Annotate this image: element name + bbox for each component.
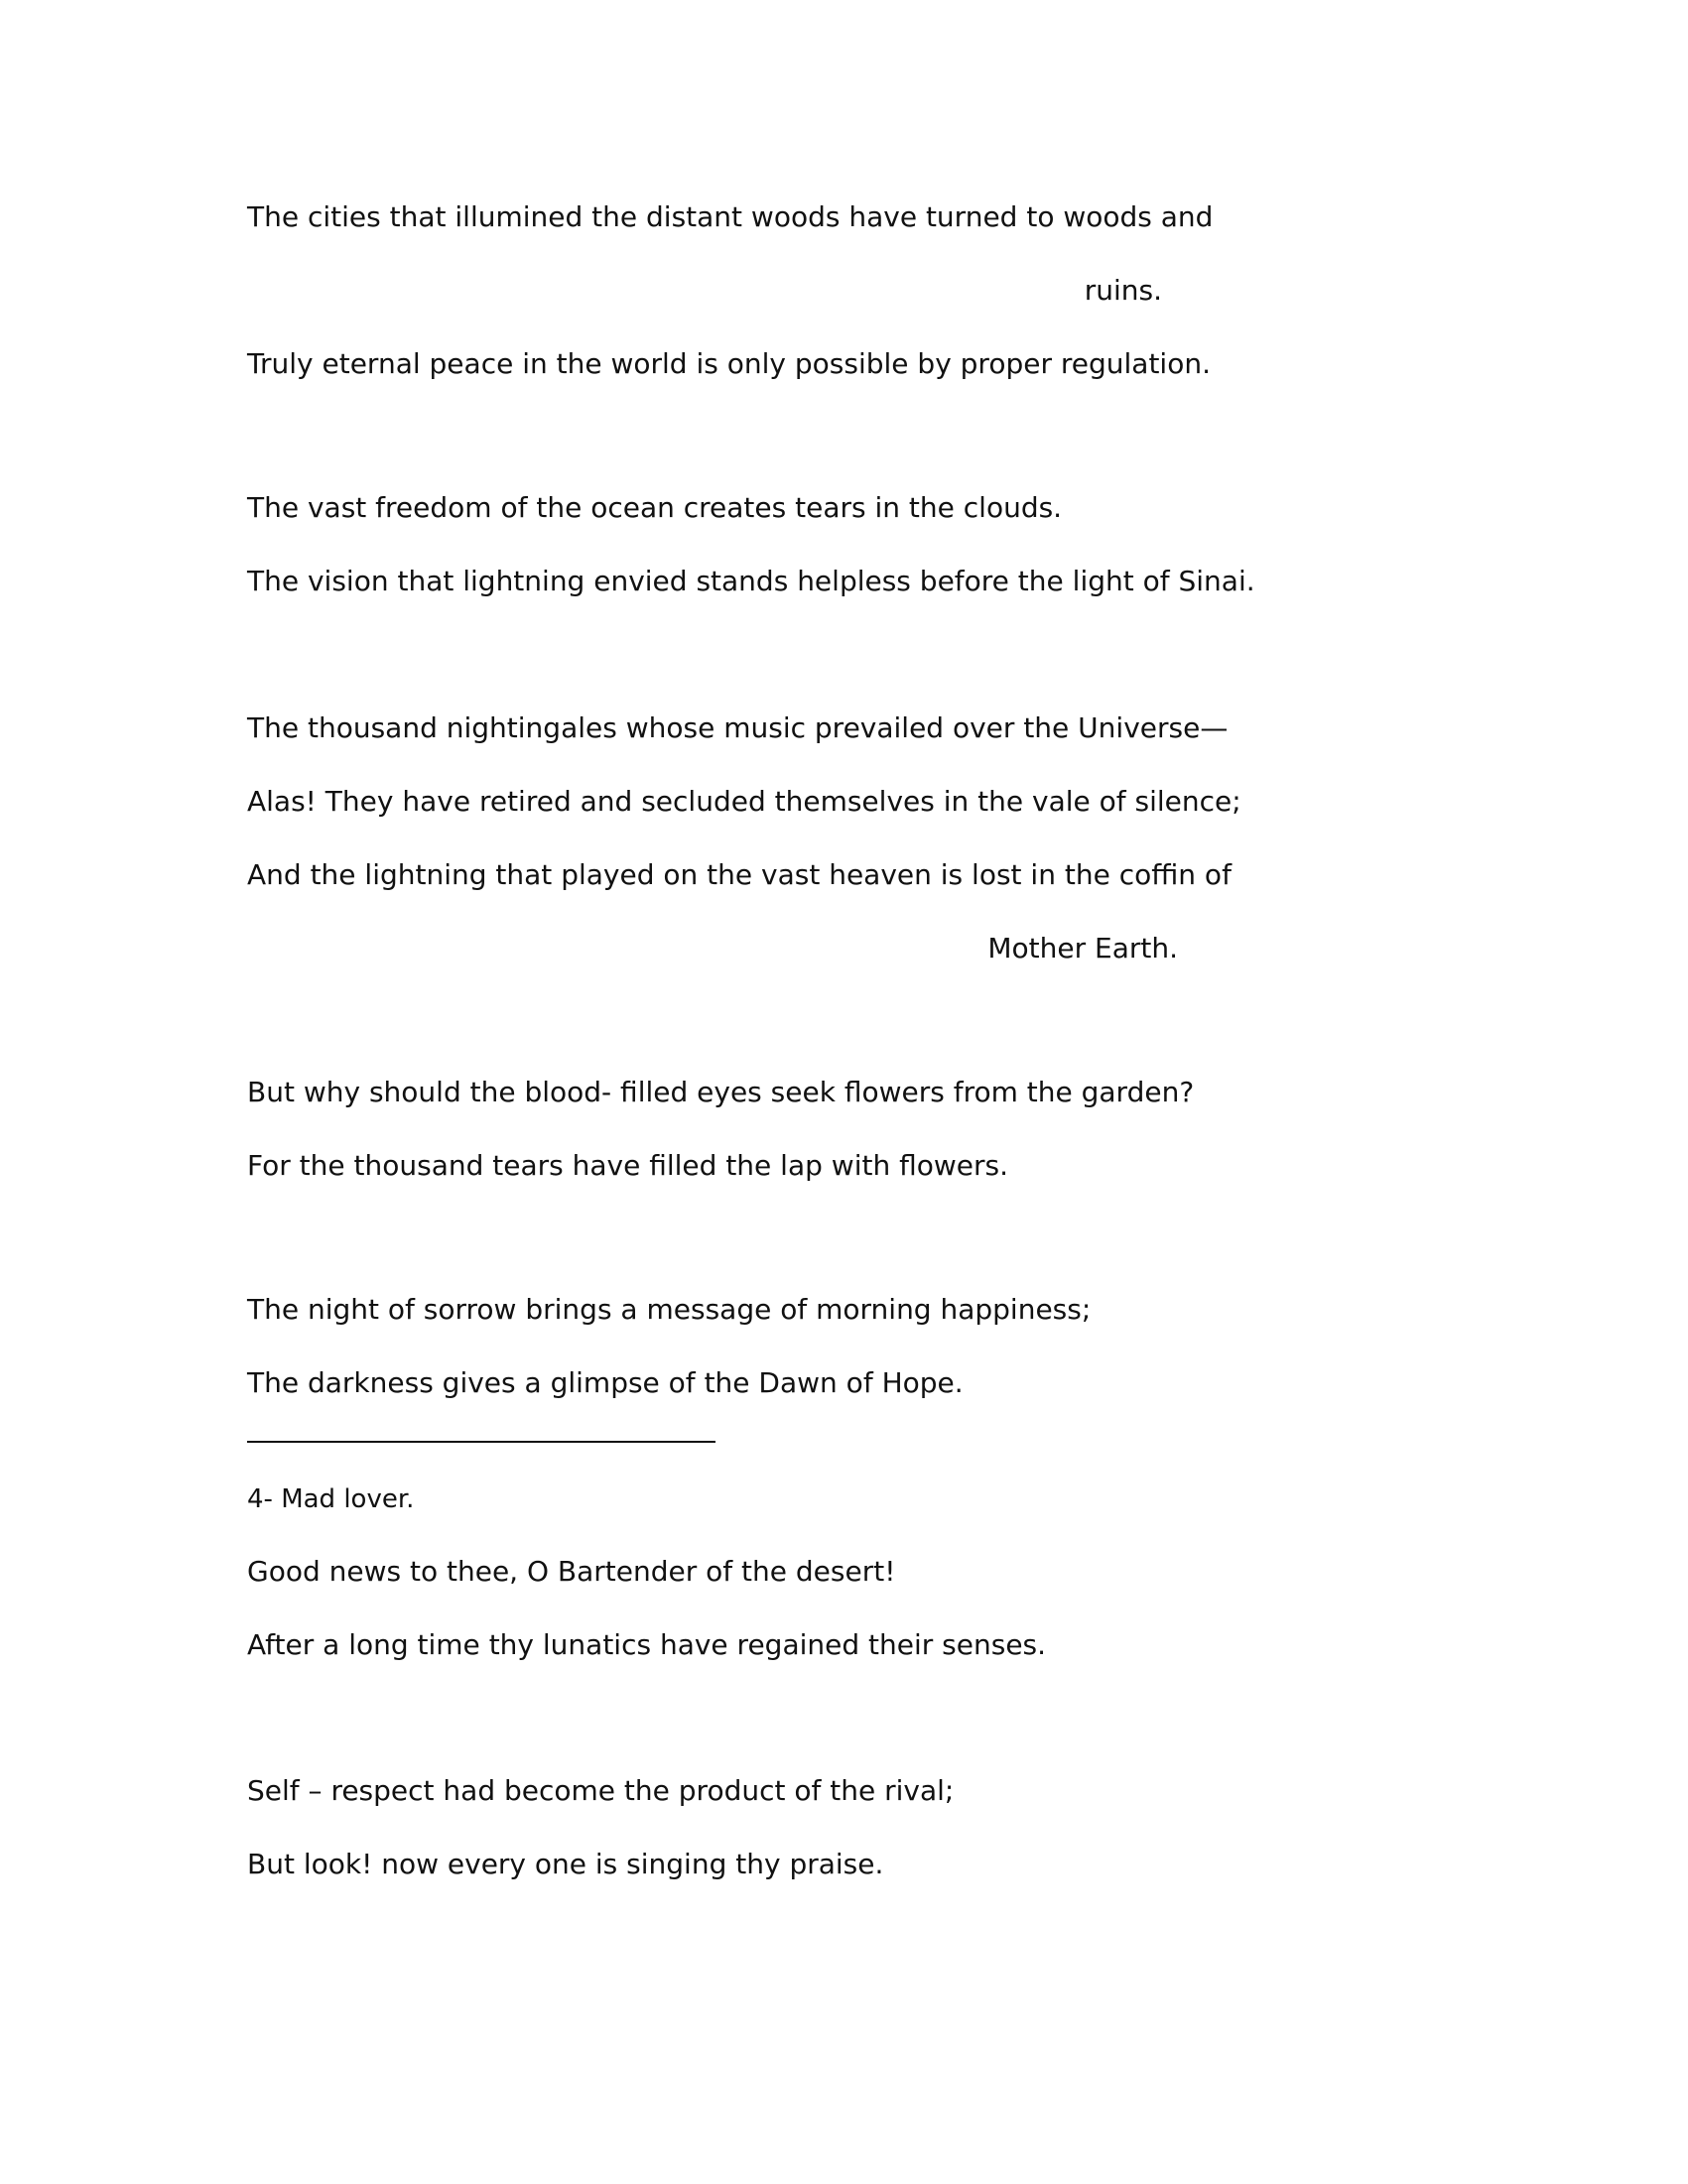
poem-line: The vast freedom of the ocean creates tears in the clouds. [247,491,1063,524]
poem-line: Truly eternal peace in the world is only possible by proper regulation. [247,347,1211,380]
poem-line: The darkness gives a glimpse of the Dawn of Hope. [247,1366,964,1399]
poem-line: Good news to thee, O Bartender of the desert! [247,1555,896,1588]
poem-line: For the thousand tears have filled the lap with flowers. [247,1149,1008,1182]
poem-line: The thousand nightingales whose music prevailed over the Universe— [247,711,1229,744]
poem-line: The cities that illumined the distant woods have turned to woods and [247,200,1214,233]
poem-line-continuation: ruins. [1084,274,1162,307]
poem-line: But look! now every one is singing thy praise. [247,1848,884,1880]
poem-line: Alas! They have retired and secluded themselves in the vale of silence; [247,785,1241,818]
poem-line: The vision that lightning envied stands helpless before the light of Sinai. [247,565,1255,597]
poem-line: The night of sorrow brings a message of morning happiness; [247,1293,1092,1326]
poem-line-continuation: Mother Earth. [987,932,1178,964]
section-divider [247,1441,715,1443]
section-heading: 4- Mad lover. [247,1484,415,1514]
poem-line: But why should the blood- filled eyes seek flowers from the garden? [247,1076,1195,1108]
poem-line: Self – respect had become the product of the rival; [247,1774,955,1807]
poem-line: And the lightning that played on the vast heaven is lost in the coffin of [247,858,1232,891]
poem-line: After a long time thy lunatics have regained their senses. [247,1628,1047,1661]
